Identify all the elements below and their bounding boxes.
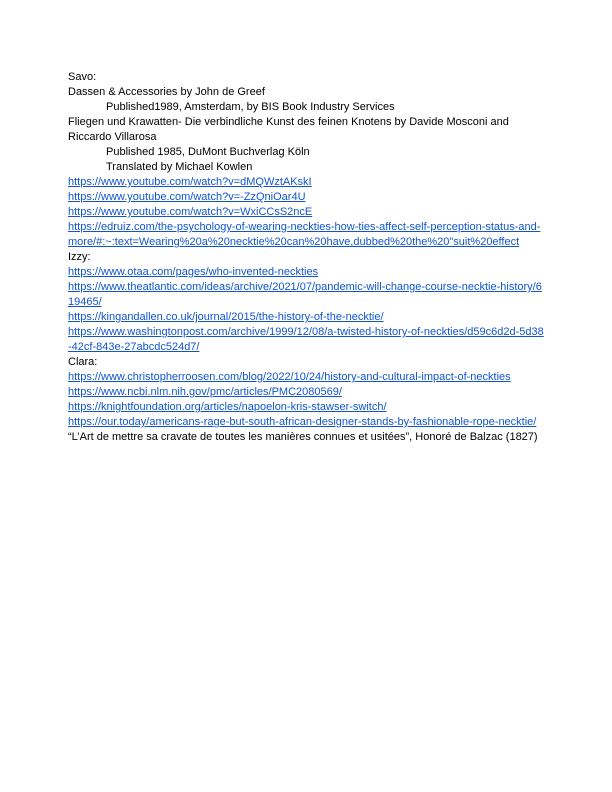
link-washingtonpost-twisted-history[interactable]: https://www.washingtonpost.com/archive/1999/12/08/a-twisted-history-of-neckties/d59c6d2d-5d38-42cf-843e-27abcdc524d7/	[68, 326, 544, 353]
section-heading-izzy: Izzy:	[68, 251, 91, 263]
link-ourtoday-rope-necktie[interactable]: https://our.today/americans-rage-but-south-african-designer-stands-by-fashionable-rope-necktie/	[68, 416, 537, 428]
link-christopherroosen-impact[interactable]: https://www.christopherroosen.com/blog/2022/10/24/history-and-cultural-impact-of-neckties	[68, 371, 511, 383]
link-paragraph	[68, 265, 545, 280]
book2-translated: Translated by Michael Kowlen	[106, 161, 253, 173]
link-paragraph	[68, 325, 545, 355]
link-paragraph	[68, 370, 545, 385]
section-heading-savo: Savo:	[68, 71, 97, 83]
closing-quote: “L’Art de mettre sa cravate de toutes les manières connues et usitées”, Honoré de Balzac (1827)	[68, 431, 538, 443]
link-edruiz-psychology[interactable]: https://edruiz.com/the-psychology-of-wearing-neckties-how-ties-affect-self-perception-status-and-more/#:~:text=Wearing%20a%20necktie%20can%20have,dubbed%20the%20"suit%20effect	[68, 221, 541, 248]
link-paragraph	[68, 190, 545, 205]
link-theatlantic-pandemic[interactable]: https://www.theatlantic.com/ideas/archive/2021/07/pandemic-will-change-course-necktie-history/619465/	[68, 281, 542, 308]
link-kingandallen-history[interactable]: https://kingandallen.co.uk/journal/2015/the-history-of-the-necktie/	[68, 311, 384, 323]
link-paragraph	[68, 175, 545, 190]
link-youtube-2[interactable]: https://www.youtube.com/watch?v=-ZzQniOar4U	[68, 191, 306, 203]
book2-published: Published 1985, DuMont Buchverlag Köln	[106, 146, 310, 158]
link-paragraph	[68, 205, 545, 220]
link-youtube-1[interactable]: https://www.youtube.com/watch?v=dMQWztAKskI	[68, 176, 312, 188]
link-paragraph	[68, 415, 545, 430]
link-paragraph	[68, 385, 545, 400]
link-paragraph	[68, 220, 545, 250]
link-youtube-3[interactable]: https://www.youtube.com/watch?v=WxiCCsS2ncE	[68, 206, 313, 218]
section-heading-clara: Clara:	[68, 356, 98, 368]
book1-title: Dassen & Accessories by John de Greef	[68, 86, 265, 98]
link-paragraph	[68, 280, 545, 310]
book1-published: Published1989, Amsterdam, by BIS Book Industry Services	[106, 101, 395, 113]
link-otaa-who-invented[interactable]: https://www.otaa.com/pages/who-invented-neckties	[68, 266, 319, 278]
link-ncbi-pmc-article[interactable]: https://www.ncbi.nlm.nih.gov/pmc/articles/PMC2080569/	[68, 386, 342, 398]
link-knightfoundation-article[interactable]: https://knightfoundation.org/articles/napoelon-kris-stawser-switch/	[68, 401, 387, 413]
link-paragraph	[68, 400, 545, 415]
book2-title: Fliegen und Krawatten- Die verbindliche Kunst des feinen Knotens by Davide Mosconi and Riccardo Villarosa	[68, 116, 509, 143]
link-paragraph	[68, 310, 545, 325]
